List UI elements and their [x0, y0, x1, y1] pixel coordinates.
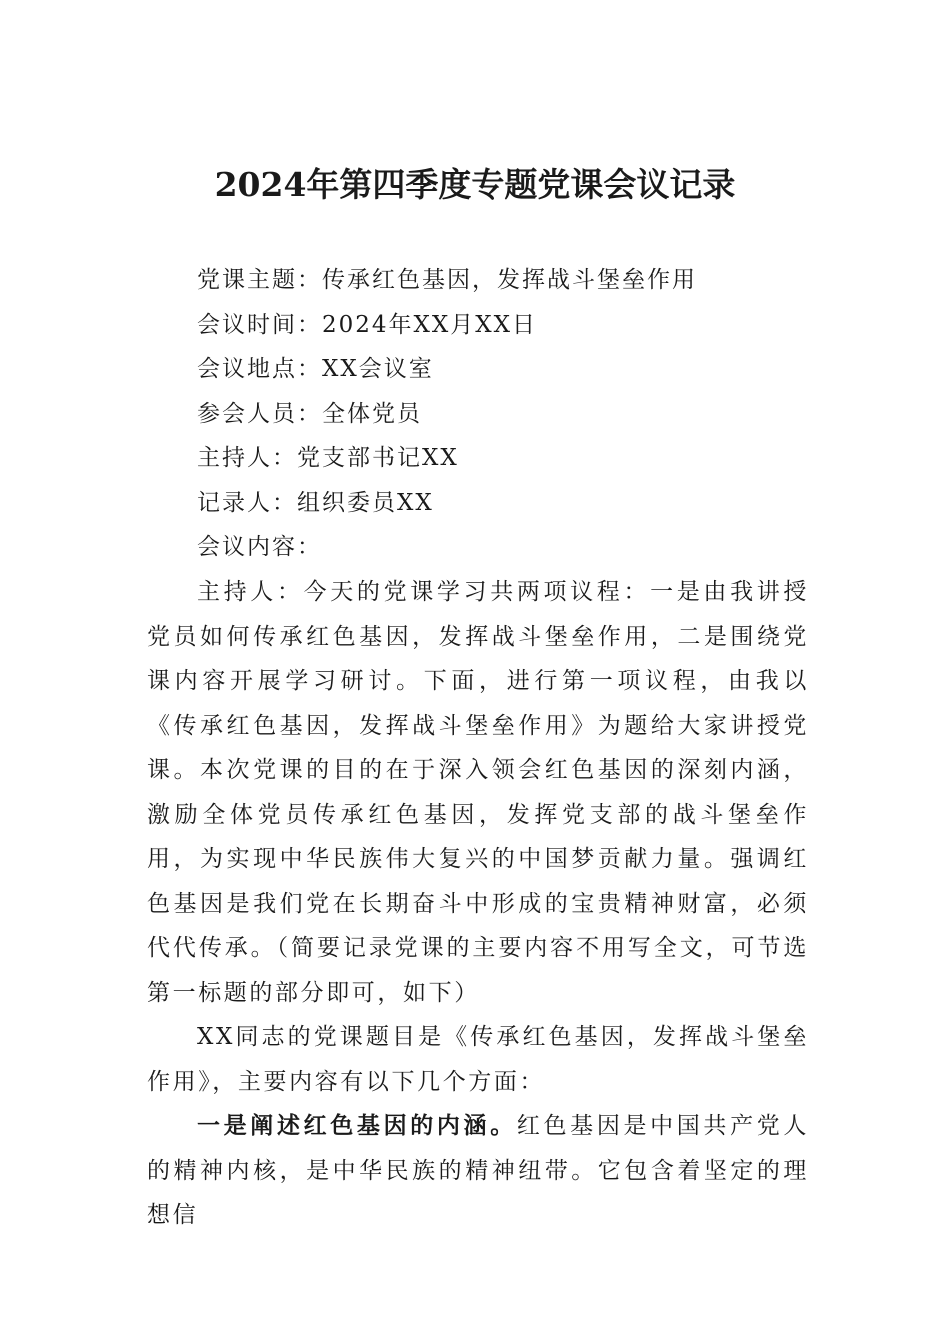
meeting-meta-list: [197, 258, 817, 570]
paragraph-point-one: [147, 1104, 809, 1238]
document-body: [147, 570, 809, 1238]
document-title: 2024年第四季度专题党课会议记录: [214, 165, 736, 204]
meta-attendees: 参会人员：全体党员: [197, 400, 422, 427]
meta-recorder: 记录人：组织委员XX: [197, 489, 434, 516]
meta-host: 主持人：党支部书记XX: [197, 445, 459, 471]
paragraph-lecture-summary: [147, 1015, 809, 1104]
paragraph-text: XX同志的党课题目是《传承红色基因，发挥战斗堡垒作用》，主要内容有以下几个方面：: [147, 1024, 809, 1095]
meta-topic: 党课主题：传承红色基因，发挥战斗堡垒作用: [197, 267, 697, 293]
paragraph-text: 红色基因是中国共产党人的精神内核，是中华民族的精神纽带。它包含着坚定的理想信: [147, 1113, 809, 1228]
paragraph-text: 主持人：今天的党课学习共两项议程：一是由我讲授党员如何传承红色基因，发挥战斗堡垒作用，二是围绕党课内容开展学习研讨。下面，进行第一项议程，由我以《传承红色基因，发挥战斗堡垒作用》为题给大家讲授党课。本次党课的目的在于深入领会红色基因的深刻内涵，激励全体党员传承红色基因，发挥党支部的战斗堡垒作用，为实现中华民族伟大复兴的中国梦贡献力量。强调红色基因是我们党在长期奋斗中形成的宝贵精神财富，必须代代传承。（简要记录党课的主要内容不用写全文，可节选第一标题的部分即可，如下）: [147, 579, 809, 1006]
meta-location: 会议地点：XX会议室: [197, 356, 434, 382]
meta-content-heading: 会议内容：: [197, 534, 322, 560]
paragraph-lead: 一是阐述红色基因的内涵。: [197, 1112, 517, 1139]
meta-time: 会议时间：2024年XX月XX日: [197, 311, 538, 338]
paragraph-host-intro: [147, 570, 809, 1015]
